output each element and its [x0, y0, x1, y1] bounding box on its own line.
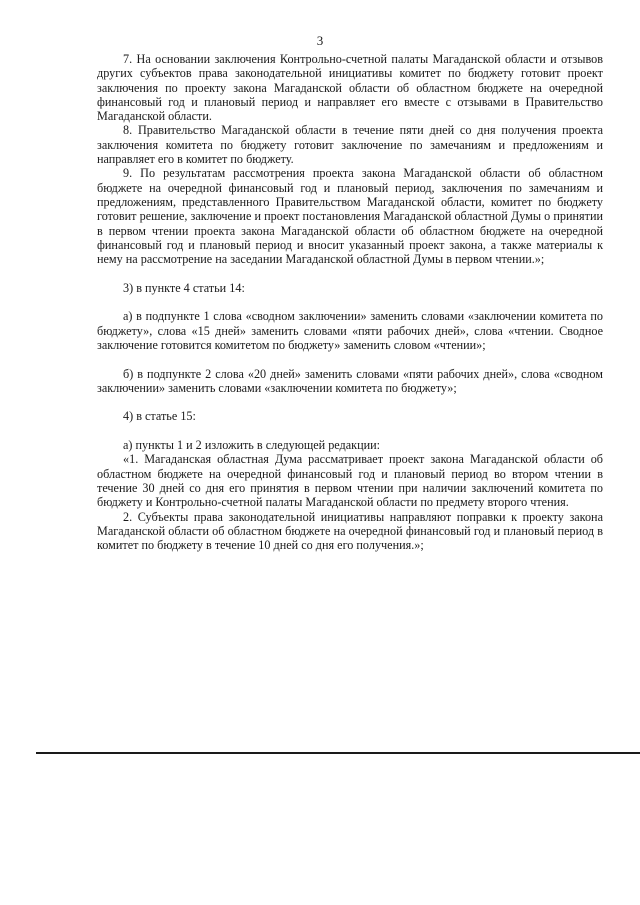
new-point-2: 2. Субъекты права законодательной инициативы направляют поправки к проекту закона Магаданской области об областном бюджете на очередной финансовый год и плановый период в комитет по бюджету в течение 10 дней со дня его получения.»;	[97, 509, 603, 553]
subitem-a-art14: а) в подпункте 1 слова «сводном заключении» заменить словами «заключении комитета по бюджету», слова «15 дней» заменить словами «пяти рабочих дней», слова «чтении. Сводное заключение готовится комитетом по бюджету» заменить словом «чтении»;	[97, 309, 603, 352]
subitem-b-art14: б) в подпункте 2 слова «20 дней» заменить словами «пяти рабочих дней», слова «сводном заключении» заменить словами «заключении комитета по бюджету»;	[97, 366, 603, 395]
document-body	[97, 52, 603, 552]
spacer	[97, 424, 603, 438]
spacer	[97, 395, 603, 409]
new-point-1: «1. Магаданская областная Дума рассматривает проект закона Магаданской области об областном бюджете на очередной финансовый год и плановый период во втором чтении в течение 30 дней со дня его принятия в первом чтении при наличии заключений комитета по бюджету и Контрольно-счетной палаты Магаданской области по предмету второго чтения.	[97, 452, 603, 510]
subitem-a-art15: а) пункты 1 и 2 изложить в следующей редакции:	[123, 438, 381, 453]
page-number: 3	[316, 33, 324, 48]
paragraph-9: 9. По результатам рассмотрения проекта закона Магаданской области об областном бюджете на очередной финансовый год и плановый период, заключения по замечаниям и предложениям, представленного Правительством Магаданской области, комитет по бюджету готовит решение, заключение и проект постановления Магаданской областной Думы о принятии в первом чтении проекта закона Магаданской области об областном бюджете на очередной финансовый год и плановый период и вносит указанный проект закона, а также материалы к нему на рассмотрение на заседании Магаданской областной Думы в первом чтении.»;	[97, 166, 603, 267]
footer-divider	[36, 752, 640, 754]
item-4-heading: 4) в статье 15:	[123, 409, 196, 424]
spacer	[97, 352, 603, 366]
spacer	[97, 295, 603, 309]
paragraph-8: 8. Правительство Магаданской области в течение пяти дней со дня получения проекта заключения комитета по бюджету готовит заключение по замечаниям и предложениям и направляет его в комитет по бюджету.	[97, 123, 603, 167]
spacer	[97, 266, 603, 280]
paragraph-7: 7. На основании заключения Контрольно-счетной палаты Магаданской области и отзывов других субъектов права законодательной инициативы комитет по бюджету готовит проект заключения по проекту закона Магаданской области об областном бюджете на очередной финансовый год и плановый период и направляет его вместе с отзывами в Правительство Магаданской области.	[97, 52, 603, 124]
item-3-heading: 3) в пункте 4 статьи 14:	[123, 280, 245, 295]
